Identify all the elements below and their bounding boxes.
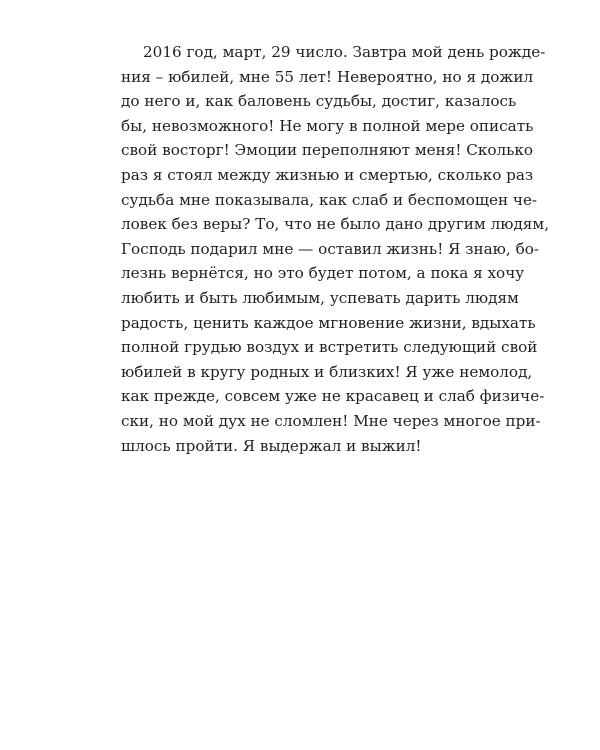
paragraph-line: ски, но мой дух не сломлен! Мне через многое при- [121, 411, 541, 430]
paragraph-line: до него и, как баловень судьбы, достиг, казалось [121, 92, 517, 111]
paragraph-line: полной грудью воздух и встретить следующий свой [121, 338, 538, 357]
paragraph-line: ния – юбилей, мне 55 лет! Невероятно, но я дожил [121, 67, 534, 86]
paragraph-line: как прежде, совсем уже не красавец и слаб физиче- [121, 387, 545, 406]
paragraph-line: юбилей в кругу родных и близких! Я уже немолод, [121, 362, 533, 381]
paragraph-line: радость, ценить каждое мгновение жизни, вдыхать [121, 313, 536, 332]
paragraph-line: Господь подарил мне — оставил жизнь! Я знаю, бо- [121, 239, 539, 258]
paragraph-line: судьба мне показывала, как слаб и беспомощен че- [121, 190, 538, 209]
paragraph-line: ловек без веры? То, что не было дано другим людям, [121, 215, 550, 234]
paragraph-line: свой восторг! Эмоции переполняют меня! Сколько [121, 141, 534, 160]
paragraph-line: любить и быть любимым, успевать дарить людям [121, 288, 519, 307]
paragraph-line: бы, невозможного! Не могу в полной мере описать [121, 116, 534, 135]
paragraph-line: раз я стоял между жизнью и смертью, сколько раз [121, 165, 534, 184]
paragraph-line: лезнь вернётся, но это будет потом, а пока я хочу [121, 264, 525, 283]
paragraph-line: шлось пройти. Я выдержал и выжил! [121, 436, 422, 455]
paragraph-line: 2016 год, март, 29 число. Завтра мой день рожде- [143, 43, 546, 61]
body-paragraph [121, 40, 550, 458]
